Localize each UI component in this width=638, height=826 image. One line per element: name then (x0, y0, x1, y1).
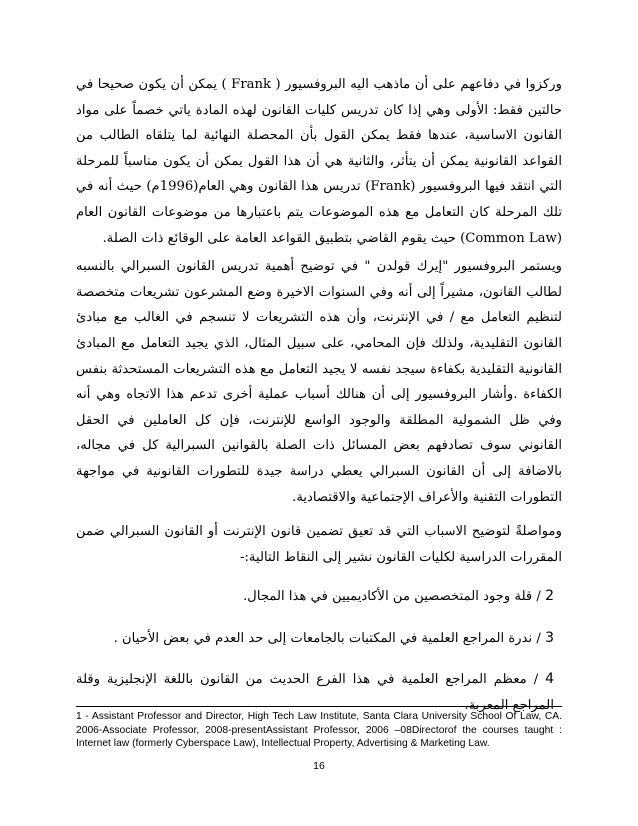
footnote: 1 - Assistant Professor and Director, High Tech Law Institute, Santa Clara University School Of Law, CA. 2006-Associate Professor, 2008-presentAssistant Professor, 2006 –08Directorof the courses taught : Internet law (formerly Cyberspace Law), Intellectual Property, Advertising & Marketing Law. (76, 711, 562, 750)
list-item-number: 2 (545, 588, 554, 605)
list-item-text: / قلة وجود المتخصصين من الأكاديميين في هذا المجال. (243, 589, 541, 605)
list-item-number: 4 (545, 671, 554, 688)
paragraph-3: ومواصلةً لتوضيح الاسباب التي قد تعيق تضمين قانون الإنترنت أو القانون السبرالي ضمن المقررات الدراسية لكليات القانون نشير إلى النقاط التالية:- (76, 524, 562, 565)
list-item (76, 626, 562, 652)
list-item-number: 3 (545, 629, 554, 646)
paragraph-2: ويستمر البروفسيور "إيرك قولدن " في توضيح أهمية تدريس القانون السبرالي بالنسبه لطالب القانون، مشيراً إلى أنه وفي السنوات الاخيرة وضع المشرعون تشريعات متخصصة لتنظيم التعامل مع / في الإنترنت، وأن هذه التشريعات لا تنسجم في الغالب مع مبادئ القانون التقليدية، ولذلك فإن المحامي، على سبيل المثال، الذي يجيد التعامل مع المبادئ القانونية التقليدية بكفاءة سيجد نفسه لا يجيد التعامل مع هذه التشريعات المستحدثة بنفس الكفاءة .وأشار البروفسيور إلى أن هنالك أسباب عملية أخرى تدعم هذا الاتجاه وهي أنه وفي ظل الشمولية المطلقة والوجود الواسع للإنترنت، فإن كل العاملين في الحقل القانوني سوف تصادفهم بعض المسائل ذات الصلة بالقوانين السبرالية كل في مجاله، بالاضافة إلى أن القانون السبرالي يعطي دراسة جيدة للتطورات القانونية في مواجهة التطورات التقنية والأعراف الإجتماعية والاقتصادية. (76, 259, 562, 505)
page-number: 16 (313, 760, 325, 772)
list-item-text: / معظم المراجع العلمية في هذا الفرع الحديث من القانون باللغة الإنجليزية وقلة المراجع المعربة. (76, 672, 554, 714)
list-item-text: / ندرة المراجع العلمية في المكتبات بالجامعات إلى حد العدم في بعض الأحيان . (113, 630, 541, 646)
list-item (76, 584, 562, 610)
paragraph-1: وركزوا في دفاعهم على أن ماذهب اليه البروفسيور ( Frank ) يمكن أن يكون صحيحا في حالتين فقط: الأولى وهي إذا كان تدريس كليات القانون لهذه المادة ياتي خصماً على مواد القانون الاساسية، عندها فقط يمكن القول بأن المحصلة النهائية لما يتلقاه الطالب من القواعد القانونية يمكن أن يتأثر، والثانية هي أن هذا القول يمكن أن يكون مناسباً للمرحلة التي انتقد فيها البروفسيور (Frank) تدريس هذا القانون وهي العام(1996م) حيث أنه في تلك المرحلة كان التعامل مع هذه الموضوعات يتم باعتبارها من موضوعات القانون العام (Common Law) حيث يقوم القاضي بتطبيق القواعد العامة على الوقائع ذات الصلة. (76, 77, 563, 246)
body-text (76, 72, 562, 735)
footnote-divider (76, 706, 562, 707)
